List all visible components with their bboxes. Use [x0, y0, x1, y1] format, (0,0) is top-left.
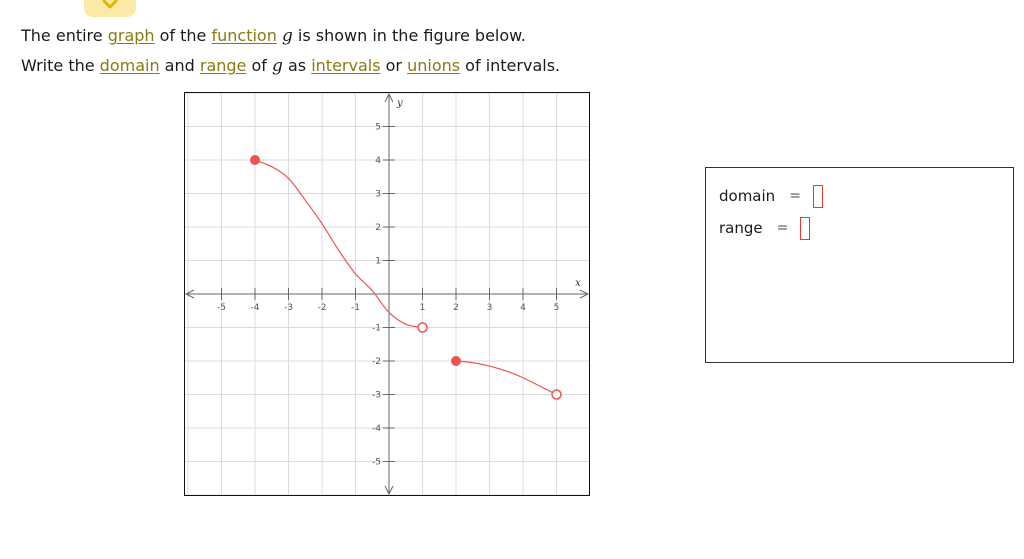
x-tick-label: 5 — [553, 303, 560, 313]
range-label: range — [719, 219, 763, 237]
curve-segment-1 — [255, 160, 423, 328]
domain-row — [719, 184, 823, 208]
axis-ticks — [217, 98, 581, 468]
y-tick-label: 3 — [375, 189, 381, 200]
unions-link[interactable]: unions — [407, 56, 461, 75]
prompt-text: The entire — [21, 26, 108, 45]
function-variable: g — [272, 56, 283, 76]
y-tick-label: 2 — [375, 223, 381, 233]
collapse-toggle[interactable] — [84, 0, 136, 17]
x-tick-label: -2 — [317, 303, 327, 313]
y-tick-label: 1 — [375, 256, 381, 267]
chevron-down-icon — [101, 0, 119, 10]
prompt-text: or — [380, 56, 408, 75]
prompt-text: is shown in the figure below. — [292, 26, 526, 45]
equals-sign: = — [776, 220, 789, 236]
closed-endpoint — [250, 155, 260, 165]
x-tick-label: -3 — [284, 303, 293, 313]
range-input[interactable] — [800, 217, 810, 240]
curve-segment-2 — [456, 361, 557, 395]
x-tick-label: -5 — [217, 303, 226, 313]
prompt-text: of intervals. — [460, 56, 561, 75]
prompt-line-2 — [21, 56, 560, 76]
x-axis-label: x — [575, 278, 581, 289]
y-tick-label: -3 — [372, 390, 381, 401]
graph-link[interactable]: graph — [107, 26, 155, 45]
y-tick-label: 4 — [375, 156, 381, 166]
intervals-link[interactable]: intervals — [311, 56, 381, 75]
function-link[interactable]: function — [211, 26, 277, 45]
answer-panel — [705, 167, 1014, 363]
open-endpoint — [552, 390, 561, 399]
prompt-text: Write the — [21, 56, 100, 75]
domain-input[interactable] — [813, 185, 823, 208]
range-row — [719, 216, 810, 240]
curves — [255, 160, 557, 395]
x-tick-label: 2 — [453, 303, 459, 313]
range-link[interactable]: range — [199, 56, 247, 75]
y-tick-label: -4 — [372, 424, 381, 434]
graph-canvas — [184, 92, 590, 496]
y-tick-label: -5 — [372, 457, 381, 468]
y-tick-label: 5 — [375, 122, 381, 133]
open-endpoint — [418, 323, 427, 332]
prompt-text: as — [282, 56, 312, 75]
function-variable: g — [281, 26, 293, 46]
y-tick-label: -1 — [372, 323, 381, 334]
function-graph — [184, 92, 590, 496]
x-tick-label: -4 — [250, 303, 260, 313]
x-tick-label: 3 — [486, 303, 493, 313]
y-axis-label: y — [397, 98, 403, 109]
prompt-line-1 — [21, 26, 526, 46]
domain-label: domain — [719, 187, 776, 205]
domain-link[interactable]: domain — [99, 56, 160, 75]
prompt-text: of — [246, 56, 272, 75]
y-tick-label: -2 — [372, 357, 381, 367]
closed-endpoint — [451, 356, 461, 366]
prompt-text: of the — [154, 26, 212, 45]
x-tick-label: 1 — [419, 303, 426, 313]
axes — [186, 94, 588, 494]
equals-sign: = — [789, 188, 801, 204]
x-tick-label: 4 — [520, 303, 526, 313]
x-tick-label: -1 — [351, 303, 360, 313]
endpoints — [250, 155, 561, 399]
prompt-text: and — [159, 56, 200, 75]
